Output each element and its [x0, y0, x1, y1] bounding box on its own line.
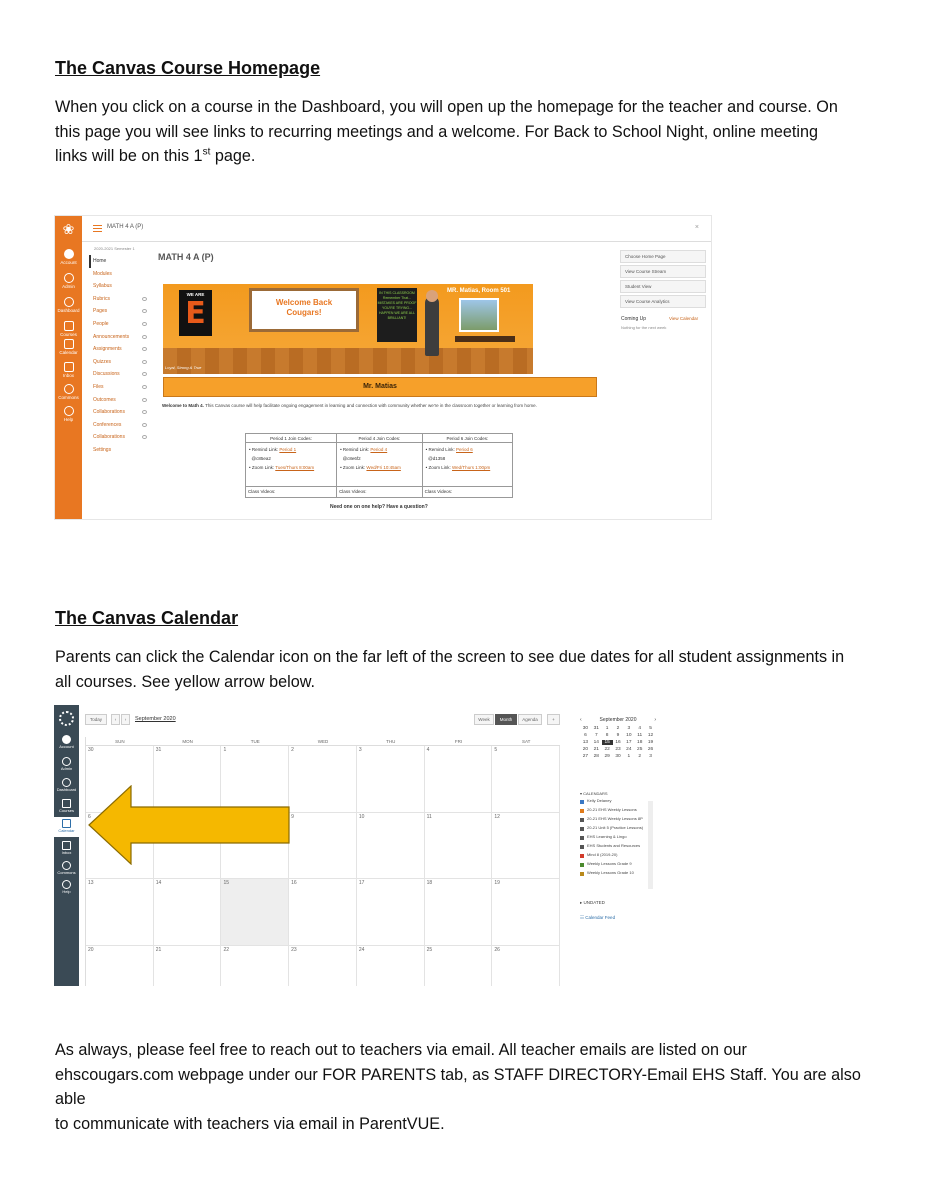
- calendar-day-today[interactable]: 15: [221, 879, 289, 945]
- calendar-day[interactable]: 14: [154, 879, 222, 945]
- global-nav-label: Account: [60, 260, 77, 265]
- paragraph-line: [55, 144, 875, 169]
- mini-calendar: [580, 717, 656, 759]
- eye-icon: [142, 297, 147, 301]
- calendar-color-swatch[interactable]: [580, 863, 584, 867]
- welcome-text: This Canvas course will help facilitate ongoing engagement in learning and connection with community whether we're in the classroom together or learning from home.: [203, 403, 537, 408]
- month-title: September 2020: [135, 716, 176, 722]
- table-header-row: [246, 434, 513, 443]
- view-course-stream-button[interactable]: View Course Stream: [620, 265, 706, 278]
- global-nav-label: Account: [59, 744, 74, 749]
- global-nav-label: Help: [63, 417, 74, 422]
- eye-icon: [142, 398, 147, 402]
- course-nav-settings[interactable]: Settings: [93, 446, 112, 453]
- mini-day[interactable]: 14: [593, 740, 599, 745]
- course-nav-label: Quizzes: [93, 358, 112, 365]
- we-are-e-sign: [179, 290, 212, 336]
- section-heading-calendar: The Canvas Calendar: [55, 608, 239, 628]
- calendar-name: Weekly Lessons Grade 10: [587, 870, 634, 875]
- eye-icon: [142, 372, 147, 376]
- remind-code: @c8e6f2: [342, 456, 361, 461]
- calendar-day[interactable]: 3: [357, 746, 425, 812]
- mini-day[interactable]: 2: [638, 754, 642, 759]
- course-nav-quizzes[interactable]: [89, 356, 147, 369]
- eye-icon: [142, 309, 147, 313]
- day-of-week: THU: [386, 739, 396, 744]
- calendar-name: Weekly Lessons Grade 9: [587, 861, 632, 866]
- global-nav-calendar[interactable]: [55, 339, 82, 355]
- table-header: Period 6 Join Codes:: [422, 434, 512, 443]
- join-codes-table: [245, 433, 513, 498]
- global-nav-inbox[interactable]: [55, 362, 82, 378]
- calendar-color-swatch[interactable]: [580, 872, 584, 876]
- welcome-bold: Welcome to Math 4.: [162, 403, 204, 408]
- commons-icon: [62, 861, 71, 870]
- mini-next-button[interactable]: ›: [654, 717, 656, 723]
- mini-day[interactable]: 13: [582, 740, 589, 745]
- paragraph-text: links will be on this 1: [55, 147, 203, 165]
- day-of-week: MON: [182, 739, 193, 744]
- calendars-label-text: CALENDARS: [583, 791, 608, 796]
- calendar-color-swatch[interactable]: [580, 827, 584, 831]
- calendar-color-swatch[interactable]: [580, 836, 584, 840]
- paragraph-line: this page you will see links to recurring meetings and a welcome. For Back to School Night, online meeting: [55, 122, 818, 141]
- book-icon: [62, 799, 71, 808]
- course-nav-label: Files: [93, 383, 104, 390]
- course-homepage-paragraph: [55, 95, 875, 169]
- hamburger-menu-icon[interactable]: [93, 225, 102, 232]
- mini-calendar-header: [580, 717, 656, 723]
- global-nav-account[interactable]: [55, 249, 82, 265]
- global-nav-courses[interactable]: [54, 799, 79, 814]
- mini-day[interactable]: 12: [647, 733, 654, 738]
- table-cell: • Remind Link: Period 4 @c8e6f2 • Zoom Link: Wed/Fri 10:45am: [337, 443, 423, 487]
- account-icon: [62, 735, 71, 744]
- shield-icon: [62, 757, 71, 766]
- book-icon: [64, 321, 74, 331]
- classroom-poster: IN THIS CLASSROOM Remember That... MISTAKES ARE PROOF YOU'RE TRYING... HAPPEN WE ARE ALL BRILLIANT!: [377, 288, 417, 342]
- global-nav-dashboard[interactable]: [55, 297, 82, 313]
- help-icon: [64, 406, 74, 416]
- course-nav-pages[interactable]: [89, 305, 147, 318]
- mini-calendar-grid: [580, 726, 656, 759]
- global-nav-help[interactable]: [54, 880, 79, 895]
- inbox-icon: [64, 362, 74, 372]
- table-cell: • Remind Link: Period 6 @d1358 • Zoom Link: Wed/Thurs 1:00pm: [422, 443, 512, 487]
- closing-paragraph: [55, 1038, 875, 1136]
- global-nav-label: Dashboard: [56, 787, 77, 792]
- calendar-day[interactable]: 4: [425, 746, 493, 812]
- day-of-week: SUN: [115, 739, 125, 744]
- mini-day[interactable]: 2: [616, 726, 620, 731]
- calendar-day[interactable]: 22: [221, 946, 289, 987]
- day-of-week: TUE: [250, 739, 260, 744]
- view-course-analytics-button[interactable]: View Course Analytics: [620, 295, 706, 308]
- course-nav-label: Collaborations: [93, 434, 125, 441]
- coming-up-heading: Coming Up: [621, 316, 647, 322]
- commons-icon: [64, 384, 74, 394]
- calendar-day[interactable]: 13: [86, 879, 154, 945]
- remind-link[interactable]: Period 4: [370, 447, 388, 452]
- eye-icon: [142, 385, 147, 389]
- course-nav-label: Collaborations: [93, 409, 125, 416]
- global-nav-label: Commons: [57, 870, 76, 875]
- student-view-button[interactable]: Student View: [620, 280, 706, 293]
- paragraph-line: Parents can click the Calendar icon on the far left of the screen to see due dates for all student assignments in: [55, 648, 845, 666]
- board-line: Welcome Back: [275, 298, 333, 307]
- global-nav-label: Help: [62, 889, 71, 894]
- breadcrumb[interactable]: MATH 4 A (P): [107, 224, 144, 230]
- global-nav-admin[interactable]: [55, 273, 82, 289]
- paragraph-line: ehscougars.com webpage under our FOR PARENTS tab, as STAFF DIRECTORY-Email EHS Staff. You are also able: [55, 1065, 861, 1108]
- previous-month-button[interactable]: ‹: [111, 714, 120, 725]
- zoom-label: Zoom Link:: [251, 465, 275, 470]
- mini-month-title: September 2020: [599, 717, 637, 723]
- teacher-avatar-figure: [425, 296, 439, 356]
- calendar-name: Mind 8 (2019-20): [587, 852, 618, 857]
- calendar-week: [86, 879, 560, 946]
- close-icon[interactable]: ×: [694, 224, 699, 231]
- course-nav-label: Assignments: [93, 346, 122, 353]
- course-sidebar: [620, 250, 706, 310]
- global-nav-help[interactable]: [55, 406, 82, 422]
- calendar-day[interactable]: 11: [425, 813, 493, 879]
- eye-icon: [142, 347, 147, 351]
- zoom-label: Zoom Link:: [428, 465, 451, 470]
- paragraph-line: all courses. See yellow arrow below.: [55, 672, 316, 691]
- calendar-name: 20-21 EHS Weekly Lessons 8P: [587, 816, 643, 821]
- calendar-day[interactable]: 31: [154, 746, 222, 812]
- mini-day[interactable]: 17: [626, 740, 632, 745]
- calendars-scrollbar[interactable]: [648, 801, 653, 889]
- calendar-day[interactable]: 12: [492, 813, 560, 879]
- days-of-week-header: [86, 737, 560, 746]
- school-logo-icon[interactable]: [59, 711, 74, 726]
- eye-icon: [142, 360, 147, 364]
- global-nav-label: Admin: [62, 284, 75, 289]
- mini-day[interactable]: 11: [637, 733, 643, 738]
- dashboard-icon: [62, 778, 71, 787]
- calendar-day[interactable]: 17: [357, 879, 425, 945]
- table-row: [246, 487, 513, 498]
- calendar-day[interactable]: 21: [154, 946, 222, 987]
- page-title: MATH 4 A (P): [158, 252, 214, 262]
- remind-label: Remind Link:: [428, 447, 455, 452]
- calendar-day[interactable]: 6: [86, 813, 154, 879]
- inbox-icon: [62, 841, 71, 850]
- global-nav-account[interactable]: [54, 735, 79, 750]
- course-nav-collaborations[interactable]: [89, 406, 147, 419]
- remind-link[interactable]: Period 6: [456, 447, 473, 452]
- calendars-list: [580, 791, 656, 880]
- global-navigation: [55, 216, 82, 520]
- e-letter: E: [185, 296, 206, 331]
- mini-day[interactable]: 27: [582, 754, 589, 759]
- we-are-text: WE ARE: [186, 292, 205, 297]
- class-videos-cell: Class Videos:: [246, 487, 337, 498]
- course-nav-label: Pages: [93, 308, 108, 315]
- course-nav-label: Announcements: [93, 333, 130, 340]
- mini-day[interactable]: 1: [605, 726, 609, 731]
- course-nav-assignments[interactable]: [89, 343, 147, 356]
- global-nav-dashboard[interactable]: [54, 778, 79, 793]
- mini-day[interactable]: 5: [649, 726, 652, 731]
- calendar-day[interactable]: 23: [289, 946, 357, 987]
- global-nav-label: Courses: [60, 332, 77, 337]
- mini-day[interactable]: 10: [626, 733, 632, 738]
- calendar-toolbar: [85, 714, 560, 726]
- next-month-button[interactable]: ›: [121, 714, 130, 725]
- mini-day[interactable]: 1: [627, 754, 631, 759]
- course-nav-label: Rubrics: [93, 295, 110, 302]
- calendar-day[interactable]: 25: [425, 946, 493, 987]
- paragraph-line: When you click on a course in the Dashboard, you will open up the homepage for the teacher and course. On: [55, 98, 838, 116]
- calendar-day[interactable]: 26: [492, 946, 560, 987]
- calendar-day[interactable]: 16: [289, 879, 357, 945]
- mini-day[interactable]: 24: [626, 747, 632, 752]
- zoom-link[interactable]: Tues/Thurs 8:00am: [275, 465, 315, 470]
- calendar-feed-label: Calendar Feed: [585, 915, 616, 920]
- mini-day[interactable]: 18: [637, 740, 643, 745]
- calendar-day[interactable]: 20: [86, 946, 154, 987]
- remind-link[interactable]: Period 1: [279, 447, 297, 452]
- global-nav-commons[interactable]: [55, 384, 82, 400]
- course-nav-files[interactable]: [89, 381, 147, 394]
- global-nav-inbox[interactable]: [54, 841, 79, 856]
- dashboard-icon: [64, 297, 74, 307]
- paragraph-text: page.: [210, 147, 256, 165]
- eye-icon: [142, 423, 147, 427]
- calendar-icon: [62, 819, 71, 828]
- teacher-name-bar: Mr. Matias: [163, 377, 597, 397]
- week-view-button[interactable]: Week: [474, 714, 494, 725]
- global-nav-label: Calendar: [59, 350, 78, 355]
- calendar-icon: [64, 339, 74, 349]
- calendar-color-swatch[interactable]: [580, 809, 584, 813]
- help-icon: [62, 880, 71, 889]
- calendar-paragraph: [55, 645, 875, 694]
- undated-toggle[interactable]: ▸ UNDATED: [580, 900, 605, 905]
- mini-day[interactable]: 7: [594, 733, 598, 738]
- zoom-link[interactable]: Wed/Fri 10:45am: [366, 465, 401, 470]
- calendar-name: 20-21 Unit 5 (Practice Lessons): [587, 825, 644, 830]
- calendar-color-swatch[interactable]: [580, 854, 584, 858]
- section-heading-course-homepage: The Canvas Course Homepage: [55, 58, 321, 78]
- mini-day[interactable]: 30: [615, 754, 621, 759]
- mini-day[interactable]: 19: [647, 740, 654, 745]
- course-nav-announcements[interactable]: [89, 331, 147, 344]
- calendar-color-swatch[interactable]: [580, 818, 584, 822]
- day-of-week: FRI: [454, 739, 463, 744]
- eye-icon: [142, 335, 147, 339]
- mini-day[interactable]: 3: [627, 726, 631, 731]
- calendar-screenshot: [54, 705, 666, 986]
- global-nav-label: Courses: [59, 808, 74, 813]
- calendar-day[interactable]: 19: [492, 879, 560, 945]
- eye-icon: [142, 435, 147, 439]
- choose-home-page-button[interactable]: Choose Home Page: [620, 250, 706, 263]
- class-videos-cell: Class Videos:: [422, 487, 512, 498]
- remind-code: @c85ea2: [251, 456, 271, 461]
- mini-day[interactable]: 16: [615, 740, 621, 745]
- mini-day[interactable]: 22: [604, 747, 610, 752]
- course-nav-people[interactable]: [89, 318, 147, 331]
- calendar-week: [86, 946, 560, 987]
- mini-day[interactable]: 4: [638, 726, 642, 731]
- calendar-items: [580, 799, 656, 880]
- course-nav-syllabus[interactable]: Syllabus: [93, 283, 112, 290]
- mini-day[interactable]: 25: [637, 747, 643, 752]
- eye-icon: [142, 322, 147, 326]
- mini-day[interactable]: 6: [584, 733, 587, 738]
- table-row: [246, 443, 513, 487]
- course-navigation: [89, 246, 147, 457]
- calendar-day[interactable]: 9: [289, 813, 357, 879]
- classroom-banner-image: [163, 284, 533, 374]
- mini-day[interactable]: 9: [616, 733, 620, 738]
- global-nav-label: Inbox: [61, 850, 72, 855]
- mini-day[interactable]: 21: [593, 747, 599, 752]
- course-top-bar: [82, 216, 711, 242]
- calendar-name: EHS Learning & Lingo: [587, 834, 627, 839]
- course-nav-label: Discussions: [93, 371, 120, 378]
- eye-icon: [142, 410, 147, 414]
- calendar-color-swatch[interactable]: [580, 845, 584, 849]
- course-nav-outcomes[interactable]: [89, 394, 147, 407]
- help-question-text: Need one on one help? Have a question?: [330, 504, 428, 510]
- global-nav-label: Dashboard: [57, 308, 80, 313]
- course-nav-home[interactable]: Home: [89, 255, 147, 268]
- global-nav-courses[interactable]: [55, 321, 82, 337]
- shield-icon: [64, 273, 74, 283]
- global-nav-label: Calendar: [58, 828, 75, 833]
- global-nav-calendar[interactable]: [54, 817, 79, 837]
- calendar-day[interactable]: 24: [357, 946, 425, 987]
- global-nav-label: Admin: [60, 766, 73, 771]
- calendar-day[interactable]: 5: [492, 746, 560, 812]
- calendar-day[interactable]: 30: [86, 746, 154, 812]
- banner-floor: [163, 348, 533, 374]
- mini-day[interactable]: 29: [604, 754, 610, 759]
- account-icon: [64, 249, 74, 259]
- remind-label: Remind Link:: [251, 447, 279, 452]
- calendar-day[interactable]: 2: [289, 746, 357, 812]
- today-button[interactable]: Today: [85, 714, 107, 725]
- school-paw-logo-icon[interactable]: ❀: [55, 216, 82, 243]
- course-nav-label: Outcomes: [93, 396, 116, 403]
- day-of-week: WED: [317, 739, 329, 744]
- board-line: Cougars!: [286, 308, 322, 317]
- mini-day[interactable]: 26: [647, 747, 654, 752]
- view-calendar-link[interactable]: View Calendar: [669, 316, 699, 321]
- global-nav-label: Commons: [58, 395, 79, 400]
- table-header: Period 4 Join Codes:: [337, 434, 423, 443]
- mini-day[interactable]: 20: [582, 747, 589, 752]
- mini-day-current[interactable]: 15: [602, 740, 613, 745]
- mini-day[interactable]: 28: [593, 754, 599, 759]
- yellow-arrow-icon: [87, 785, 292, 865]
- calendar-day[interactable]: 10: [357, 813, 425, 879]
- paragraph-line: to communicate with teachers via email in ParentVUE.: [55, 1114, 445, 1133]
- global-nav-label: Inbox: [62, 373, 74, 378]
- calendar-name: 20-21 EHS Weekly Lessons: [587, 807, 637, 812]
- course-nav-rubrics[interactable]: [89, 293, 147, 306]
- global-navigation: [54, 705, 79, 986]
- course-nav-modules[interactable]: Modules: [93, 270, 112, 277]
- calendar-name: Kelly Delaney: [587, 798, 612, 803]
- desk-picture: [455, 336, 515, 342]
- remind-code: @d1358: [428, 456, 446, 461]
- add-event-button[interactable]: +: [547, 714, 560, 725]
- term-label: 2020-2021 Semester 1: [94, 246, 135, 251]
- agenda-view-button[interactable]: Agenda: [518, 714, 542, 725]
- zoom-label: Zoom Link:: [342, 465, 366, 470]
- motto-strip: Loyal, Strong & True: [165, 365, 202, 370]
- paragraph-line: As always, please feel free to reach out to teachers via email. All teacher emails are listed on our: [55, 1041, 747, 1059]
- calendar-list-item[interactable]: [580, 871, 656, 880]
- course-nav-label: Conferences: [93, 421, 122, 428]
- calendar-color-swatch[interactable]: [580, 800, 584, 804]
- welcome-paragraph: [162, 402, 622, 409]
- calendar-name: EHS Students and Resources: [587, 843, 641, 848]
- class-videos-cell: Class Videos:: [337, 487, 423, 498]
- mini-prev-button[interactable]: ‹: [580, 717, 582, 723]
- calendars-label[interactable]: ▾ CALENDARS: [580, 791, 608, 796]
- course-nav-collaborations-2[interactable]: [89, 431, 147, 444]
- zoom-link[interactable]: Wed/Thurs 1:00pm: [452, 465, 491, 470]
- calendar-feed-link[interactable]: ☷ Calendar Feed: [580, 915, 616, 920]
- global-nav-commons[interactable]: [54, 861, 79, 876]
- month-view-button[interactable]: Month: [495, 714, 517, 725]
- welcome-back-board: [249, 288, 359, 332]
- mini-day[interactable]: 3: [649, 754, 652, 759]
- ordinal-suffix: st: [202, 146, 211, 158]
- mini-day[interactable]: 31: [593, 726, 599, 731]
- nothing-upcoming-text: Nothing for the next week: [621, 325, 667, 330]
- global-nav-admin[interactable]: [54, 757, 79, 772]
- mini-day[interactable]: 23: [615, 747, 621, 752]
- window-picture: [459, 298, 499, 332]
- course-nav-label: People: [93, 320, 109, 327]
- course-homepage-screenshot: [54, 215, 712, 520]
- table-cell: • Remind Link: Period 1 @c85ea2 • Zoom Link: Tues/Thurs 8:00am: [246, 443, 337, 487]
- room-label: MR. Matias, Room 501: [447, 288, 511, 294]
- calendar-day[interactable]: 18: [425, 879, 493, 945]
- course-nav-conferences[interactable]: [89, 419, 147, 432]
- course-nav-discussions[interactable]: [89, 368, 147, 381]
- mini-day[interactable]: 30: [582, 726, 589, 731]
- table-header: Period 1 Join Codes:: [246, 434, 337, 443]
- calendar-day[interactable]: 1: [221, 746, 289, 812]
- undated-label: UNDATED: [583, 900, 605, 905]
- mini-day[interactable]: 8: [605, 733, 609, 738]
- day-of-week: SAT: [521, 739, 531, 744]
- remind-label: Remind Link:: [342, 447, 370, 452]
